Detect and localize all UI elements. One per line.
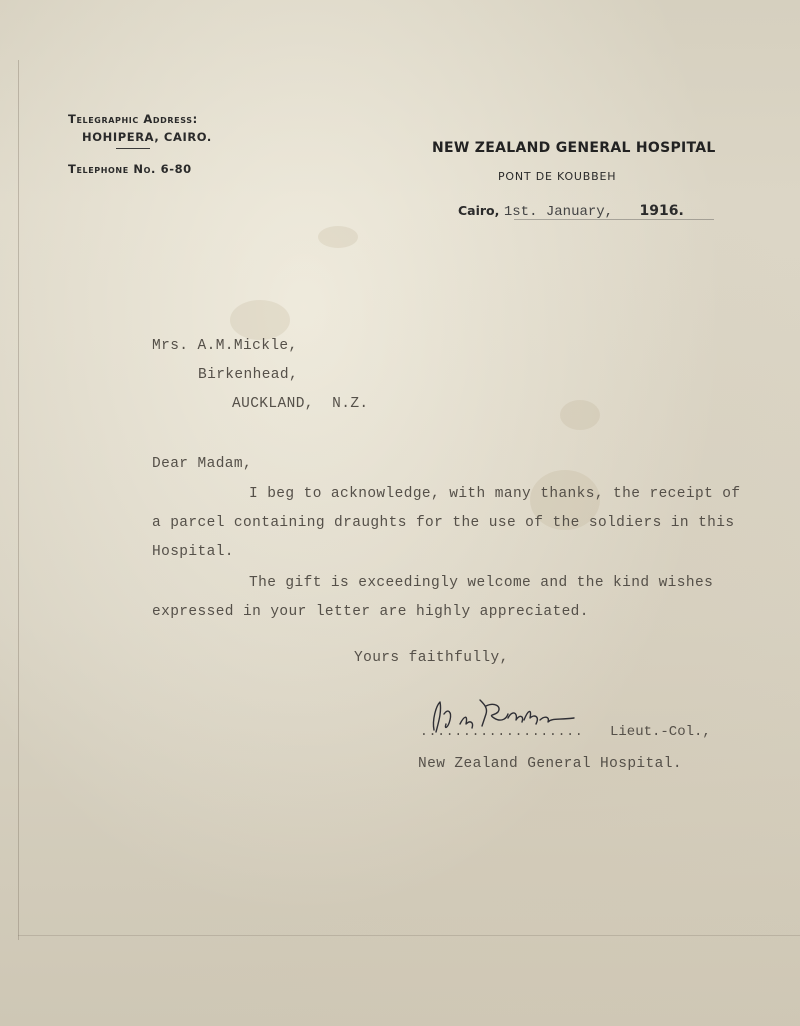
letter-date [458,202,684,220]
date-year: 1916. [639,203,684,219]
signature-dotted-line: ................... [420,724,584,739]
sheet-edge-bottom [18,935,800,936]
paper-stain [560,400,600,430]
body-line: I beg to acknowledge, with many thanks, the receipt of [249,486,741,502]
letterhead-rule [116,148,150,149]
hospital-name: NEW ZEALAND GENERAL HOSPITAL [432,140,716,156]
hospital-location: PONT DE KOUBBEH [498,170,617,183]
date-underline [514,219,714,220]
recipient-address-line: Birkenhead, [198,367,299,383]
date-day-month: 1st. January, [503,204,614,220]
date-place: Cairo, [458,203,500,218]
telegraphic-address-label: Telegraphic Address: [68,112,198,126]
paper-stain [230,300,290,340]
signatory-organization: New Zealand General Hospital. [418,756,682,772]
salutation: Dear Madam, [152,456,253,472]
body-line: Hospital. [152,544,234,560]
body-line: The gift is exceedingly welcome and the kind wishes [249,575,714,591]
body-line: expressed in your letter are highly appreciated. [152,604,589,620]
paper-stain [318,226,358,248]
recipient-address-line: AUCKLAND, N.Z. [232,396,369,412]
sheet-edge-left [18,60,19,940]
valediction: Yours faithfully, [354,650,509,666]
body-line: a parcel containing draughts for the use of the soldiers in this [152,515,735,531]
telegraphic-address-value: HOHIPERA, CAIRO. [82,130,212,144]
signatory-rank: Lieut.-Col., [610,724,711,740]
recipient-name: Mrs. A.M.Mickle, [152,338,298,354]
telephone-number: Telephone No. 6-80 [68,162,192,176]
